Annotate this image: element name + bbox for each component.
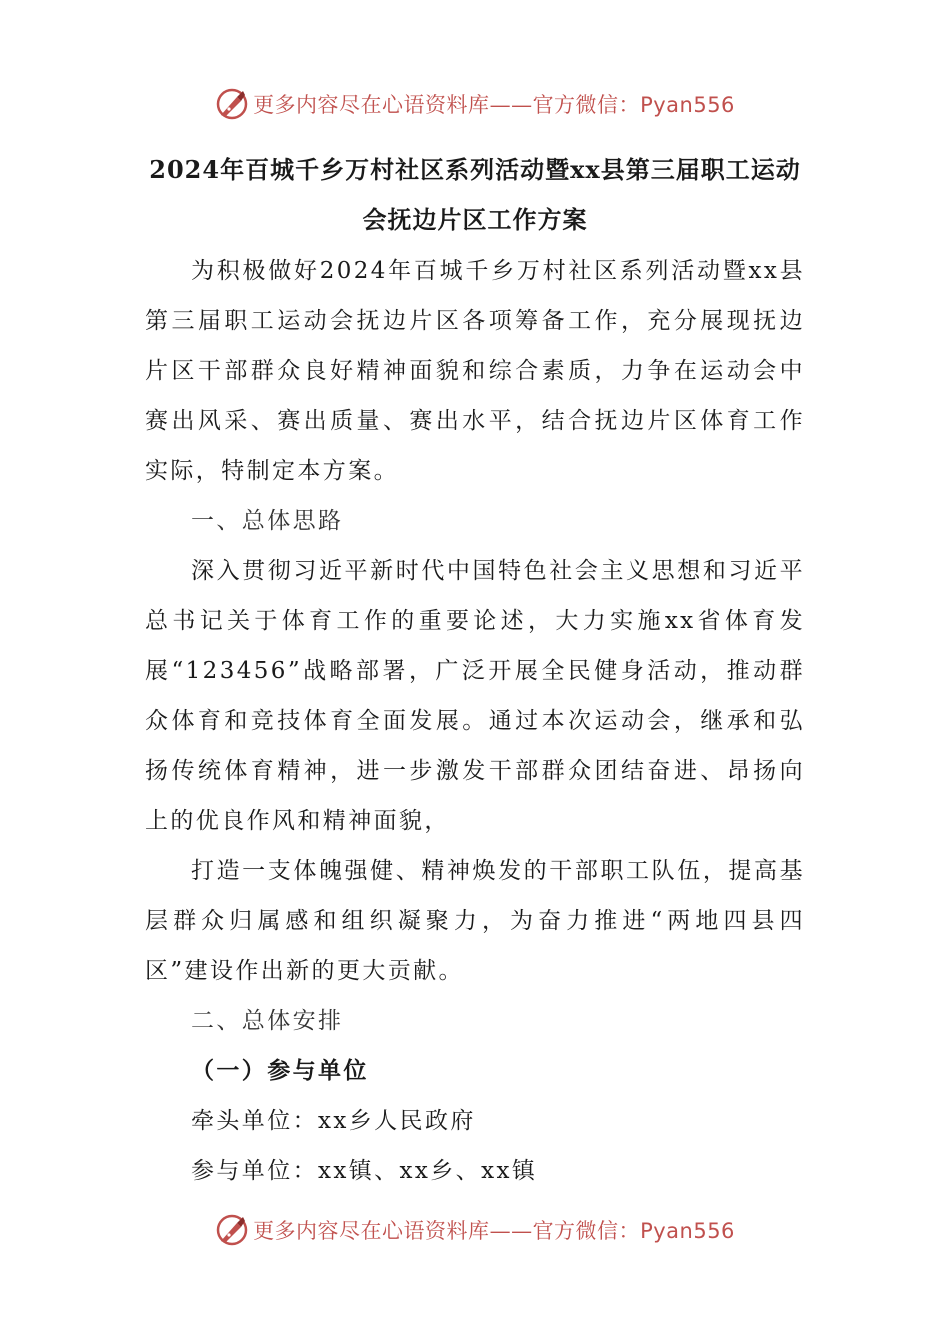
watermark-banner-top <box>0 84 950 124</box>
watermark-text: 更多内容尽在心语资料库——官方微信：Pyan556 <box>253 93 735 117</box>
watermark-banner-bottom <box>0 1210 950 1250</box>
pen-nib-circle-icon <box>215 87 249 121</box>
document-title-line1: 2024年百城千乡万村社区系列活动暨xx县第三届职工运动 <box>149 155 801 184</box>
body-paragraph: 打造一支体魄强健、精神焕发的干部职工队伍，提高基层群众归属感和组织凝聚力，为奋力推进“两地四县四区”建设作出新的更大贡献。 <box>145 858 805 984</box>
document-body <box>145 246 805 1196</box>
subsection-heading: （一）参与单位 <box>191 1057 369 1084</box>
document-title-line2: 会抚边片区工作方案 <box>362 205 588 234</box>
participating-units-line: 参与单位：xx镇、xx乡、xx镇 <box>191 1158 538 1184</box>
body-paragraph: 深入贯彻习近平新时代中国特色社会主义思想和习近平总书记关于体育工作的重要论述，大力实施xx省体育发展“123456”战略部署，广泛开展全民健身活动，推动群众体育和竞技体育全面发展。通过本次运动会，继承和弘扬传统体育精神，进一步激发干部群众团结奋进、昂扬向上的优良作风和精神面貌， <box>145 558 805 834</box>
lead-unit-line: 牵头单位：xx乡人民政府 <box>191 1108 476 1134</box>
watermark-text: 更多内容尽在心语资料库——官方微信：Pyan556 <box>253 1219 735 1243</box>
section-heading-2: 二、总体安排 <box>191 1008 344 1034</box>
intro-paragraph: 为积极做好2024年百城千乡万村社区系列活动暨xx县第三届职工运动会抚边片区各项筹备工作，充分展现抚边片区干部群众良好精神面貌和综合素质，力争在运动会中赛出风采、赛出质量、赛出水平，结合抚边片区体育工作实际，特制定本方案。 <box>145 258 805 484</box>
pen-nib-circle-icon <box>215 1213 249 1247</box>
section-heading-1: 一、总体思路 <box>191 508 344 534</box>
